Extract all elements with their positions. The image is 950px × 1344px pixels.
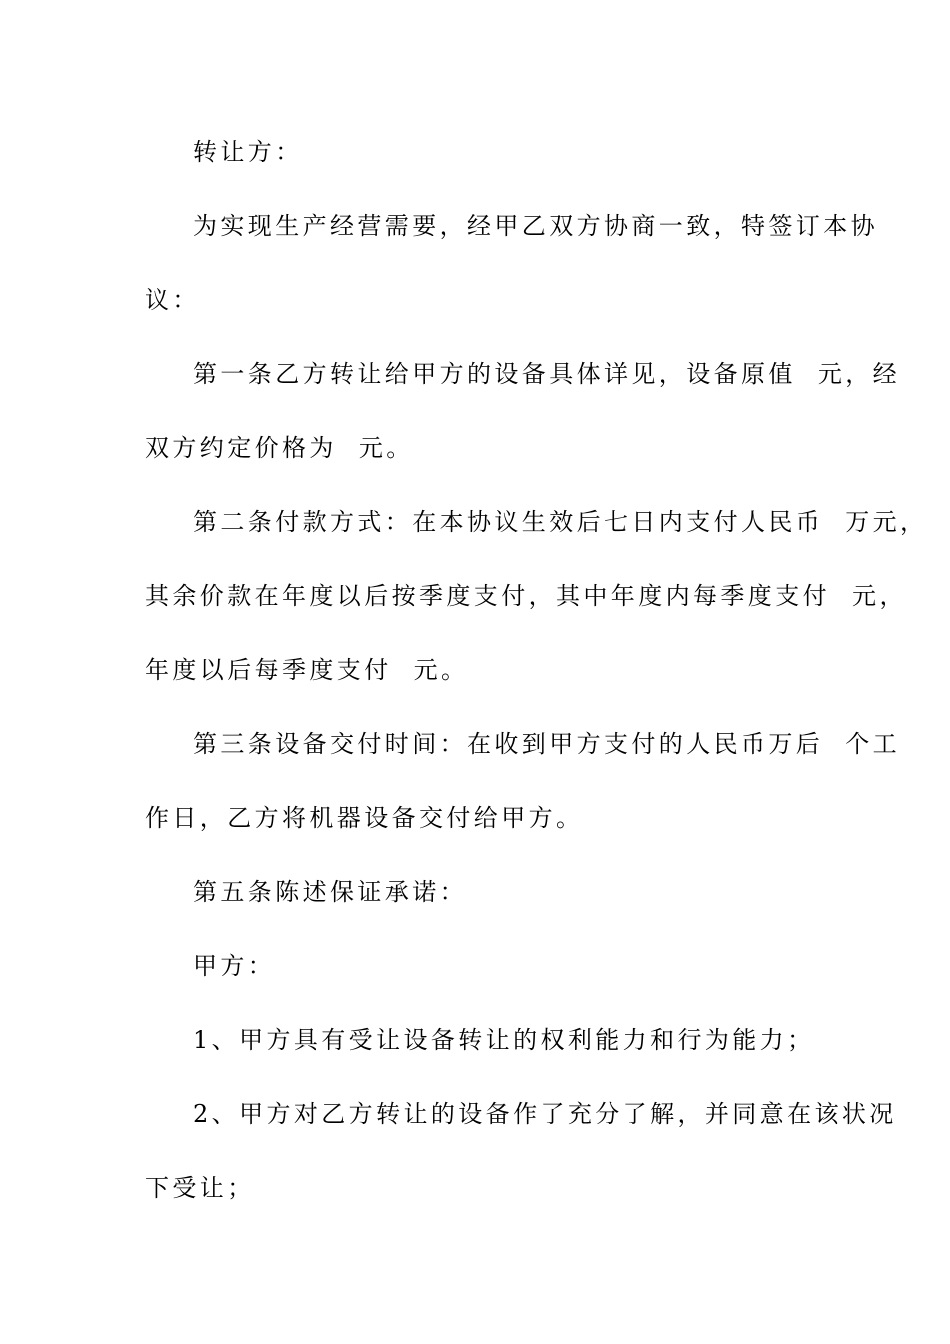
clause-2-line-1: 2、甲方对乙方转让的设备作了充分了解，并同意在该状况 [193, 1100, 897, 1128]
transferor-heading: 转让方： [193, 138, 303, 166]
article-3-line-1: 第三条设备交付时间：在收到甲方支付的人民币万后 个工 [193, 730, 901, 758]
article-5-heading: 第五条陈述保证承诺： [193, 878, 467, 906]
article-1-line-1: 第一条乙方转让给甲方的设备具体详见，设备原值 元，经 [193, 360, 901, 388]
article-1-line-2: 双方约定价格为 元。 [145, 434, 414, 462]
clause-2-line-2: 下受让； [145, 1174, 255, 1202]
article-2-line-3: 年度以后每季度支付 元。 [145, 656, 469, 684]
article-2-line-1: 第二条付款方式：在本协议生效后七日内支付人民币 万元， [193, 508, 928, 536]
clause-1: 1、甲方具有受让设备转让的权利能力和行为能力； [193, 1026, 815, 1054]
party-a-heading: 甲方： [193, 952, 276, 980]
preamble-line-1: 为实现生产经营需要，经甲乙双方协商一致，特签订本协 [193, 212, 878, 240]
article-3-line-2: 作日，乙方将机器设备交付给甲方。 [145, 804, 584, 832]
preamble-line-2: 议： [145, 286, 200, 314]
article-2-line-2: 其余价款在年度以后按季度支付，其中年度内每季度支付 元， [145, 582, 907, 610]
